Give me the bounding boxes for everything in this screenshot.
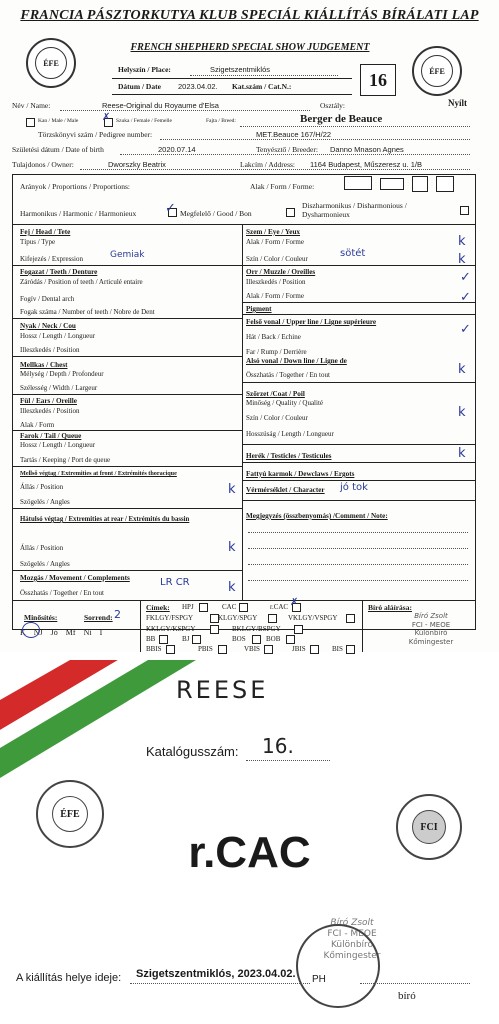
title-rcac: r.CAC bbox=[270, 603, 289, 611]
grade-i: I bbox=[99, 628, 103, 637]
name-value: Reese-Original du Royaume d'Elsa bbox=[102, 101, 219, 110]
check-mark: k bbox=[228, 482, 236, 497]
left-club-logo bbox=[26, 38, 76, 88]
date-value: 2023.04.02. bbox=[178, 82, 218, 91]
titles-label: Címek: bbox=[146, 603, 170, 612]
form-box-3 bbox=[412, 176, 428, 192]
owner-label: Tulajdonos / Owner: bbox=[12, 160, 74, 169]
neck-section: Nyak / Neck / Cou bbox=[20, 322, 76, 330]
sheet-subtitle: FRENCH SHEPHERD SPECIAL SHOW JUDGEMENT bbox=[130, 42, 370, 53]
form-box-1 bbox=[344, 176, 372, 190]
eye-form-row: Alak / Form / Forme bbox=[246, 238, 304, 246]
testicles-section: Herék / Testicles / Testicules bbox=[246, 452, 332, 460]
breed-value: Berger de Beauce bbox=[300, 113, 383, 125]
coat-length-row: Hosszúság / Length / Longueur bbox=[246, 430, 334, 438]
award-card bbox=[0, 660, 499, 1024]
chest-section: Mellkas / Chest bbox=[20, 361, 68, 369]
male-checkbox bbox=[26, 118, 35, 127]
movement-note: LR CR bbox=[160, 577, 190, 588]
pedigree-value: MET.Beauce 167/H/22 bbox=[256, 130, 332, 139]
title-vbis: VBIS bbox=[244, 645, 260, 653]
title-bklgy: BKLGY/BSPGY bbox=[232, 625, 281, 633]
upper-back-row: Hát / Back / Echine bbox=[246, 333, 301, 341]
card-place-date-label: A kiállítás helye ideje: bbox=[16, 972, 122, 984]
breeder-label: Tenyésztő / Breeder: bbox=[256, 145, 318, 154]
muzzle-form-row: Alak / Form / Forme bbox=[246, 292, 304, 300]
card-award: r.CAC bbox=[188, 828, 311, 877]
dewclaws-section: Fattyú karmok / Dewclaws / Ergots bbox=[246, 470, 355, 478]
movement-together-row: Összhatás / Together / En tout bbox=[20, 589, 104, 597]
form-box-4 bbox=[436, 176, 454, 192]
good-label: Megfelelő / Good / Bon bbox=[180, 209, 252, 218]
grade-circle bbox=[22, 622, 40, 638]
disharmonic-checkbox bbox=[460, 206, 469, 215]
card-stamp-line: Kőmingester bbox=[323, 951, 381, 961]
title-cac: CAC bbox=[222, 603, 237, 611]
right-club-logo bbox=[412, 46, 462, 96]
date-label: Dátum / Date bbox=[118, 82, 161, 91]
harmonic-label: Harmonikus / Harmonic / Harmonieux bbox=[20, 209, 137, 218]
breeder-value: Danno Mnason Agnes bbox=[330, 145, 404, 154]
pigment-section: Pigment bbox=[246, 305, 272, 313]
title-klgy: KLGY/SPGY bbox=[218, 614, 258, 622]
check-mark: k bbox=[228, 580, 236, 595]
coat-quality-row: Minőség / Quality / Qualité bbox=[246, 399, 323, 407]
card-stamp-line: FCI - MEOE bbox=[327, 929, 377, 939]
character-note: jó tok bbox=[340, 482, 368, 493]
card-stamp-line: Bíró Zsolt bbox=[330, 918, 374, 928]
eye-section: Szem / Eye / Yeux bbox=[246, 228, 301, 236]
card-judge-word: bíró bbox=[398, 990, 416, 1002]
harmonic-check-mark: ✓ bbox=[165, 201, 176, 216]
card-ph-label: PH bbox=[312, 974, 326, 985]
judge-stamp bbox=[396, 612, 466, 646]
left-seal-text: ÉFE bbox=[52, 796, 88, 832]
check-mark: ✓ bbox=[460, 322, 471, 337]
ears-section: Fül / Ears / Oreille bbox=[20, 397, 77, 405]
tail-keeping-row: Tartás / Keeping / Port de queue bbox=[20, 456, 111, 464]
title-bos: BOS bbox=[232, 635, 246, 643]
front-position-row: Állás / Position bbox=[20, 483, 64, 491]
teeth-arch-row: Fogív / Dental arch bbox=[20, 295, 75, 303]
title-bob: BOB bbox=[266, 635, 281, 643]
female-label: Szuka / Female / Femelle bbox=[116, 118, 172, 124]
character-section: Vérmérséklet / Character bbox=[246, 486, 325, 494]
head-section: Fej / Head / Tete bbox=[20, 228, 71, 236]
place-label: Helyszín / Place: bbox=[118, 65, 171, 74]
eye-color-note: sötét bbox=[340, 248, 366, 259]
pedigree-label: Törzskönyvi szám / Pedigree number: bbox=[38, 130, 153, 139]
grade-jo: Jó bbox=[50, 628, 58, 637]
grading-label: Minősítés: bbox=[24, 613, 58, 622]
upper-rump-row: Far / Rump / Derrière bbox=[246, 348, 307, 356]
coat-color-row: Szín / Color / Couleur bbox=[246, 414, 308, 422]
check-mark: k bbox=[458, 234, 466, 249]
grade-nj: NJ bbox=[33, 628, 43, 637]
comment-section: Megjegyzés (összbenyomás) /Comment / Note: bbox=[246, 512, 388, 520]
card-catalog-value: 16. bbox=[262, 734, 294, 758]
check-mark: k bbox=[458, 362, 466, 377]
title-jbis: JBIS bbox=[292, 645, 306, 653]
card-dog-name: REESE bbox=[176, 676, 269, 704]
catalog-number-label: Kat.szám / Cat.N.: bbox=[232, 82, 292, 91]
teeth-number-row: Fogak száma / Number of teeth / Nobre de Dent bbox=[20, 308, 155, 316]
rear-extremities-section: Hátulsó végtag / Extremities at rear / Extrémités du bassin bbox=[20, 516, 190, 523]
tail-length-row: Hossz / Length / Longueur bbox=[20, 441, 96, 449]
head-type-row: Típus / Type bbox=[20, 238, 56, 246]
check-mark: k bbox=[228, 540, 236, 555]
left-logo-text: ÉFE bbox=[35, 47, 67, 79]
breed-label: Fajta / Breed: bbox=[206, 118, 236, 124]
disharmonic-label: Diszharmonikus / Disharmonious / Dysharmonieux bbox=[302, 201, 407, 219]
card-place-date-value: Szigetszentmiklós, 2023.04.02. bbox=[136, 968, 296, 980]
neck-position-row: Illeszkedés / Position bbox=[20, 346, 80, 354]
check-mark: k bbox=[458, 252, 466, 267]
address-label: Lakcím / Address: bbox=[240, 160, 295, 169]
teeth-position-row: Záródás / Position of teeth / Articulé entaire bbox=[20, 278, 143, 286]
proportions-title: Arányok / Proportions / Proportions: bbox=[20, 182, 130, 191]
check-mark: ✓ bbox=[460, 290, 471, 305]
teeth-section: Fogazat / Teeth / Denture bbox=[20, 268, 98, 276]
club-round-stamp bbox=[296, 924, 380, 1008]
title-fklgy: FKLGY/FSPGY bbox=[146, 614, 194, 622]
head-expression-note: Gemiak bbox=[110, 250, 145, 260]
upper-line-section: Felső vonal / Upper line / Ligne supérieure bbox=[246, 318, 377, 326]
muzzle-section: Orr / Muzzle / Oreilles bbox=[246, 268, 316, 276]
placement-value: 2 bbox=[114, 608, 121, 621]
down-together-row: Összhatás / Together / En tout bbox=[246, 371, 330, 379]
ears-form-row: Alak / Form bbox=[20, 421, 55, 429]
catalog-number-box: 16 bbox=[360, 64, 396, 96]
female-check-mark: ✗ bbox=[102, 112, 111, 123]
title-pbis: PBIS bbox=[198, 645, 213, 653]
grade-mf: Mf bbox=[65, 628, 76, 637]
class-label: Osztály: bbox=[320, 101, 345, 110]
assessment-table bbox=[12, 174, 476, 630]
address-value: 1164 Budapest, Műszeresz u. 1/B bbox=[310, 160, 423, 169]
title-hpj: HPJ bbox=[182, 603, 194, 611]
form-box-2 bbox=[380, 178, 404, 190]
name-label: Név / Name: bbox=[12, 101, 51, 110]
head-expression-row: Kifejezés / Expression bbox=[20, 255, 83, 263]
eye-color-row: Szín / Color / Couleur bbox=[246, 255, 308, 263]
tail-section: Farok / Tail / Queue bbox=[20, 432, 82, 440]
rcac-check-mark: ✗ bbox=[290, 597, 299, 608]
judge-stamp-line: Bíró Zsolt bbox=[414, 612, 448, 620]
chest-width-row: Szélesség / Width / Largeur bbox=[20, 384, 98, 392]
check-mark: ✓ bbox=[460, 270, 471, 285]
judge-stamp-line: Kőmingester bbox=[408, 637, 454, 646]
judge-stamp-line: FCI - MEOE bbox=[411, 620, 451, 629]
check-mark: k bbox=[458, 446, 466, 461]
front-angles-row: Szögelés / Angles bbox=[20, 498, 70, 506]
dob-label: Születési dátum / Date of birth bbox=[12, 145, 104, 154]
check-mark: k bbox=[458, 405, 466, 420]
judge-signature-label: Bíró aláírása: bbox=[368, 603, 412, 612]
good-checkbox bbox=[286, 208, 295, 217]
grade-k: K bbox=[20, 628, 26, 637]
sheet-title: FRANCIA PÁSZTORKUTYA KLUB SPECIÁL KIÁLLÍTÁS BÍRÁLATI LAP bbox=[20, 8, 479, 23]
title-bbis: BBIS bbox=[146, 645, 162, 653]
placement-label: Sorrend: bbox=[84, 613, 113, 622]
title-bj: BJ bbox=[182, 635, 190, 643]
owner-value: Dworszky Beatrix bbox=[108, 160, 166, 169]
judge-stamp-line: Különbíró bbox=[414, 629, 448, 637]
right-seal-text: FCI bbox=[412, 810, 446, 844]
form-label: Alak / Form / Forme: bbox=[250, 182, 315, 191]
card-catalog-label: Katalógusszám: bbox=[146, 744, 239, 759]
dob-value: 2020.07.14 bbox=[158, 145, 196, 154]
rear-position-row: Állás / Position bbox=[20, 544, 64, 552]
title-vklgy: VKLGY/VSPGY bbox=[288, 614, 338, 622]
chest-depth-row: Mélység / Depth / Profondeur bbox=[20, 370, 104, 378]
movement-section: Mozgás / Movement / Complements bbox=[20, 574, 130, 582]
right-logo-text: ÉFE bbox=[421, 55, 453, 87]
neck-length-row: Hossz / Length / Longueur bbox=[20, 332, 96, 340]
down-line-section: Alsó vonal / Down line / Ligne de bbox=[246, 357, 347, 365]
coat-section: Szőrzet /Coat / Poil bbox=[246, 390, 305, 398]
title-bis: BIS bbox=[332, 645, 343, 653]
place-value: Szigetszentmiklós bbox=[210, 65, 271, 74]
class-value: Nyílt bbox=[448, 98, 467, 108]
muzzle-position-row: Illeszkedés / Position bbox=[246, 278, 306, 286]
card-stamp-line: Különbíró bbox=[330, 940, 374, 950]
title-kklgy: KKLGY/KSPGY bbox=[146, 625, 196, 633]
front-extremities-section: Mellső végtag / Extremities at front / Extrémités thoracique bbox=[20, 470, 177, 477]
grade-ni: Ni bbox=[83, 628, 92, 637]
ears-position-row: Illeszkedés / Position bbox=[20, 407, 80, 415]
male-label: Kan / Male / Male bbox=[38, 118, 79, 124]
rear-angles-row: Szögelés / Angles bbox=[20, 560, 70, 568]
title-bb: BB bbox=[146, 635, 156, 643]
